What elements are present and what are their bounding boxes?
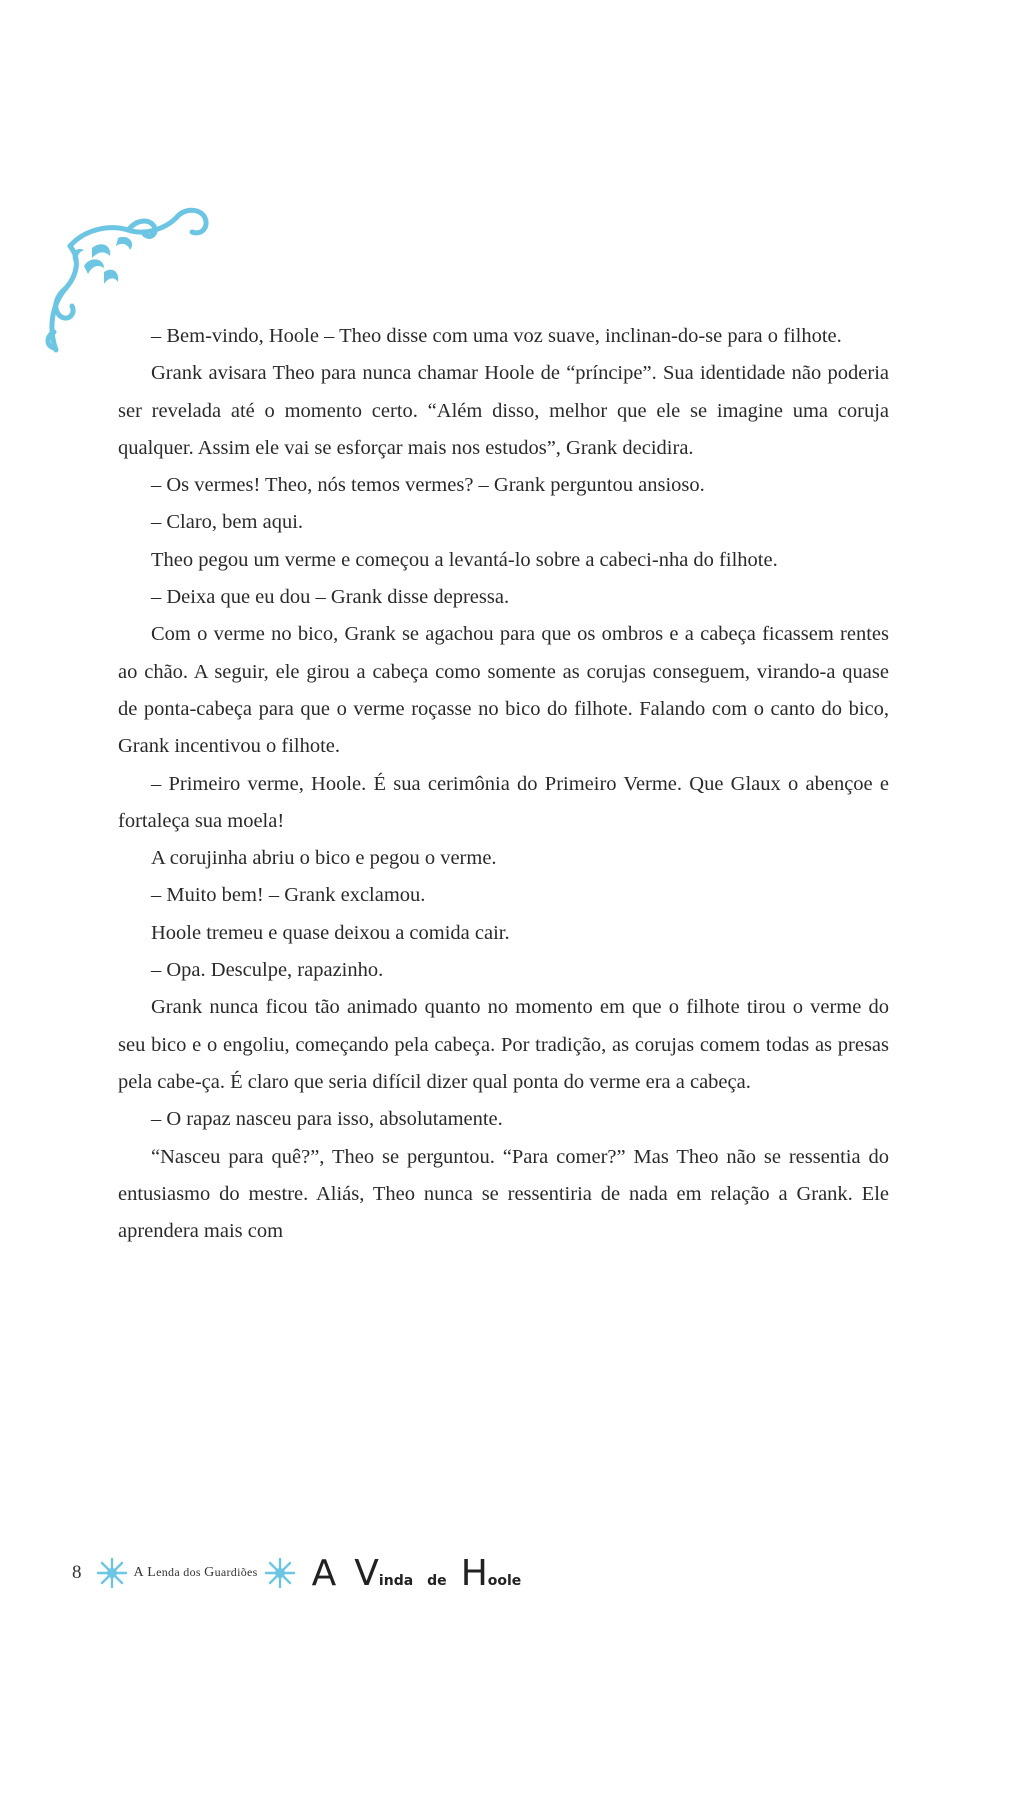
paragraph: – Bem-vindo, Hoole – Theo disse com uma voz suave, inclinan-do-se para o filhote. (151, 325, 842, 347)
paragraph: – Primeiro verme, Hoole. É sua cerimônia do Primeiro Verme. Que Glaux o abençoe e fortaleça sua moela! (118, 772, 889, 832)
paragraph: A corujinha abriu o bico e pegou o verme. (151, 847, 497, 870)
paragraph: – O rapaz nasceu para isso, absolutamente. (151, 1108, 503, 1131)
book-title: A V inda de H oole (311, 1552, 522, 1594)
paragraph: Com o verme no bico, Grank se agachou para que os ombros e a cabeça ficassem rentes ao chão. A seguir, ele girou a cabeça como somente as corujas conseguem, virando-a quase de ponta-cabeça para que o verme roçasse no bico do filhote. Falando com o canto do bico, Grank incentivou o filhote. (118, 623, 889, 758)
paragraph: – Opa. Desculpe, rapazinho. (151, 959, 384, 982)
paragraph: “Nasceu para quê?”, Theo se perguntou. “Para comer?” Mas Theo não se ressentia do entusiasmo do mestre. Aliás, Theo nunca se ressentiria de nada em relação a Grank. Ele aprendera mais com (118, 1145, 889, 1243)
paragraph: – Claro, bem aqui. (151, 511, 304, 534)
paragraph: – Muito bem! – Grank exclamou. (151, 884, 426, 907)
paragraph: – Os vermes! Theo, nós temos vermes? – Grank perguntou ansioso. (151, 474, 705, 497)
paragraph: Grank avisara Theo para nunca chamar Hoole de “príncipe”. Sua identidade não poderia ser revelada até o momento certo. “Além disso, melhor que ele se imagine uma coruja qualquer. Assim ele vai se esforçar mais nos estudos”, Grank decidira. (118, 362, 889, 459)
paragraph: Hoole tremeu e quase deixou a comida cair. (151, 921, 510, 944)
series-title: A Lenda dos Guardiões (133, 1565, 258, 1580)
body-text (118, 318, 889, 1250)
paragraph: Theo pegou um verme e começou a levantá-lo sobre a cabeci-nha do filhote. (151, 548, 778, 571)
snowflake-icon (96, 1557, 128, 1589)
snowflake-icon (264, 1557, 296, 1589)
paragraph: Grank nunca ficou tão animado quanto no momento em que o filhote tirou o verme do seu bico e o engoliu, começando pela cabeça. Por tradição, as corujas comem todas as presas pela cabe-ça. É claro que seria difícil dizer qual ponta do verme era a cabeça. (118, 996, 889, 1093)
page-number: 8 (72, 1562, 82, 1583)
page-footer (72, 1548, 521, 1598)
paragraph: – Deixa que eu dou – Grank disse depressa. (151, 586, 510, 609)
